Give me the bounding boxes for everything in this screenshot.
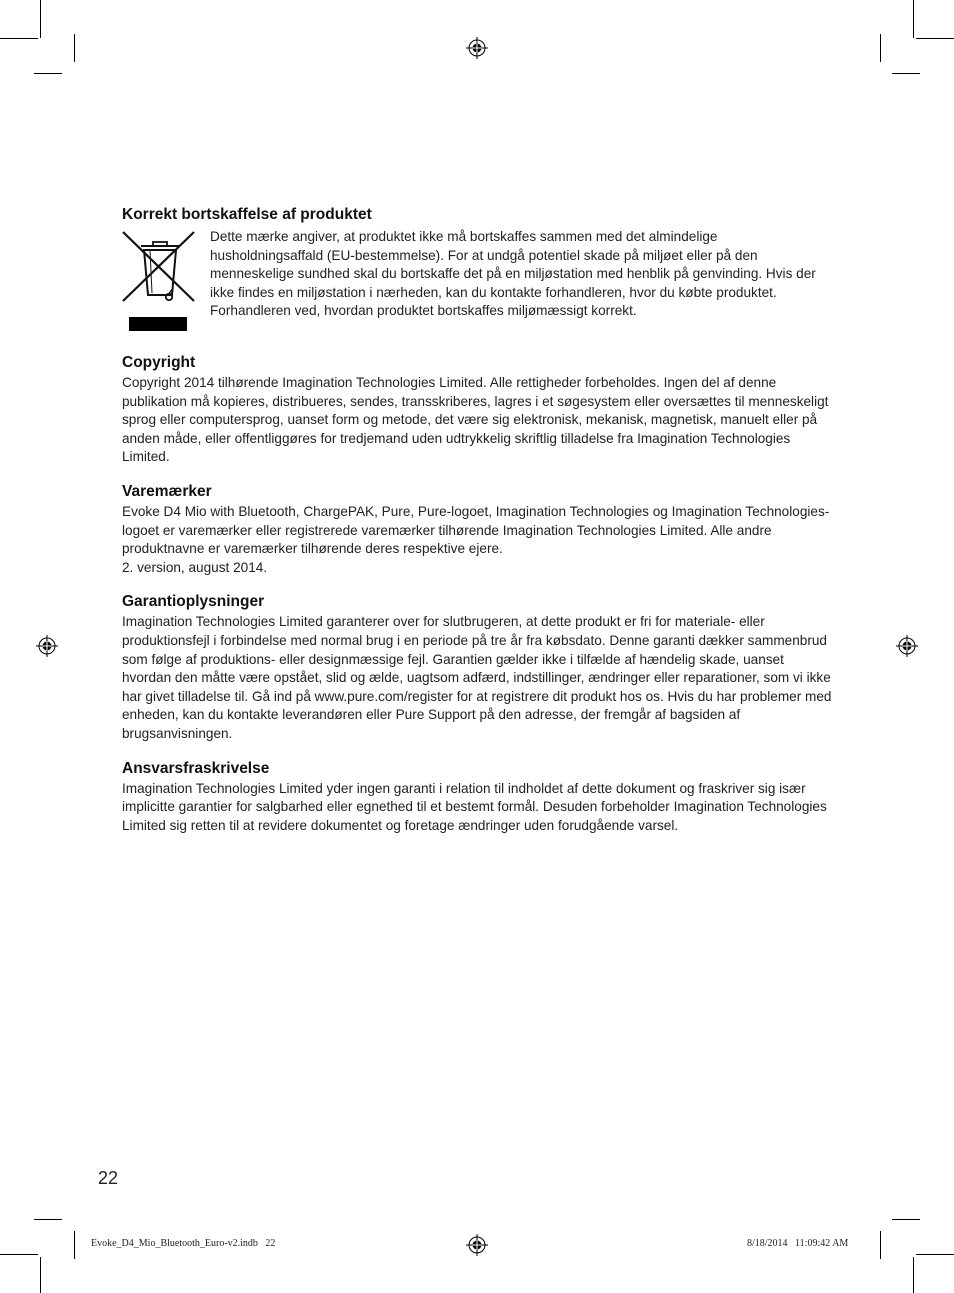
crop-mark bbox=[913, 0, 914, 38]
crop-mark bbox=[34, 73, 62, 74]
crop-mark bbox=[880, 1231, 881, 1259]
copyright-text: Copyright 2014 tilhørende Imagination Technologies Limited. Alle rettigheder forbeholdes. Ingen del af denne publikation må kopieres, distribueres, sendes, transskriberes, lagres i et søgesystem eller oversættes til menneskeligt sprog eller computersprog, uanset form og metode, det være sig elektronisk, mekanisk, magnetisk, manuelt eller på anden måde, eller offentliggøres for tredjemand uden udtrykkelig skriftlig tilladelse fra Imagination Technologies Limited. bbox=[122, 375, 829, 465]
section-copyright bbox=[122, 353, 834, 467]
page-number: 22 bbox=[98, 1168, 119, 1188]
crop-mark bbox=[892, 1219, 920, 1220]
version-text: 2. version, august 2014. bbox=[122, 559, 268, 575]
section-disposal bbox=[122, 205, 834, 338]
registration-mark-icon bbox=[466, 37, 488, 59]
warranty-text: Imagination Technologies Limited garanterer over for slutbrugeren, at dette produkt er fri for materiale- eller produktionsfejl i forbindelse med normal brug i en periode på tre år fra købsdato. Denne garanti dækker sammenbrud som følge af produktions- eller designmæssige fejl. Garantien gælder ikke i tilfælde af hændelig skade, uanset hvordan den måtte være opstået, slid og ælde, uagtsom adfærd, indstillinger, ændringer eller reparationer, som vi ikke har givet tilladelse til. Gå ind på www.pure.com/register for at registrere dit produkt hos os. Hvis du har problemer med enheden, kan du kontakte leverandøren eller Pure Support på den adresse, der fremgår af bagsiden af brugsanvisningen. bbox=[122, 614, 832, 741]
section-disclaimer bbox=[122, 759, 834, 836]
section-trademarks bbox=[122, 482, 834, 577]
crop-mark bbox=[0, 1254, 38, 1255]
section-heading: Korrekt bortskaffelse af produktet bbox=[122, 206, 372, 223]
slug-file: Evoke_D4_Mio_Bluetooth_Euro-v2.indb 22 bbox=[91, 1238, 276, 1249]
section-heading: Copyright bbox=[122, 354, 196, 371]
crop-mark bbox=[916, 38, 954, 39]
registration-mark-icon bbox=[896, 635, 918, 657]
registration-mark-icon bbox=[36, 635, 58, 657]
section-warranty bbox=[122, 592, 834, 743]
section-heading: Varemærker bbox=[122, 482, 212, 500]
crop-mark bbox=[913, 1257, 914, 1293]
crop-mark bbox=[34, 1219, 62, 1220]
crop-mark bbox=[40, 1257, 41, 1293]
crop-mark bbox=[40, 0, 41, 38]
section-heading: Ansvarsfraskrivelse bbox=[122, 759, 270, 777]
registration-mark-icon bbox=[466, 1234, 488, 1256]
crop-mark bbox=[892, 73, 920, 74]
slug-timestamp: 8/18/2014 11:09:42 AM bbox=[747, 1238, 849, 1249]
disposal-block bbox=[122, 228, 834, 338]
weee-crossed-bin-icon bbox=[122, 228, 210, 338]
crop-mark bbox=[0, 38, 38, 39]
crop-mark bbox=[74, 1231, 75, 1259]
crop-mark bbox=[916, 1254, 954, 1255]
document-body bbox=[122, 205, 834, 850]
crop-mark bbox=[880, 34, 881, 62]
disclaimer-text: Imagination Technologies Limited yder ingen garanti i relation til indholdet af dette dokument og fraskriver sig især implicitte garantier for salgbarhed eller egnethed til et bestemt formål. Desuden forbeholder Imagination Technologies Limited sig retten til at revidere dokumentet og foretage ændringer uden forudgående varsel. bbox=[122, 780, 827, 833]
trademarks-text: Evoke D4 Mio with Bluetooth, ChargePAK, Pure, Pure-logoet, Imagination Technologies og Imagination Technologies-logoet er varemærker eller registrerede varemærker tilhørende Imagination Technologies Limited. Alle andre produktnavne er varemærker tilhørende deres respektive ejere. bbox=[122, 503, 830, 557]
disposal-text: Dette mærke angiver, at produktet ikke må bortskaffes sammen med det almindelige husholdningsaffald (EU-bestemmelse). For at undgå potentiel skade på miljøet eller på den menneskelige sundhed skal du bortskaffe det på en miljøstation med henblik på genvinding. Hvis der ikke findes en miljøstation i nærheden, kan du kontakte forhandleren, hvor du købte produktet. Forhandleren ved, hvordan produktet bortskaffes miljømæssigt korrekt. bbox=[210, 229, 816, 319]
section-heading: Garantioplysninger bbox=[122, 593, 265, 611]
crop-mark bbox=[74, 34, 75, 62]
